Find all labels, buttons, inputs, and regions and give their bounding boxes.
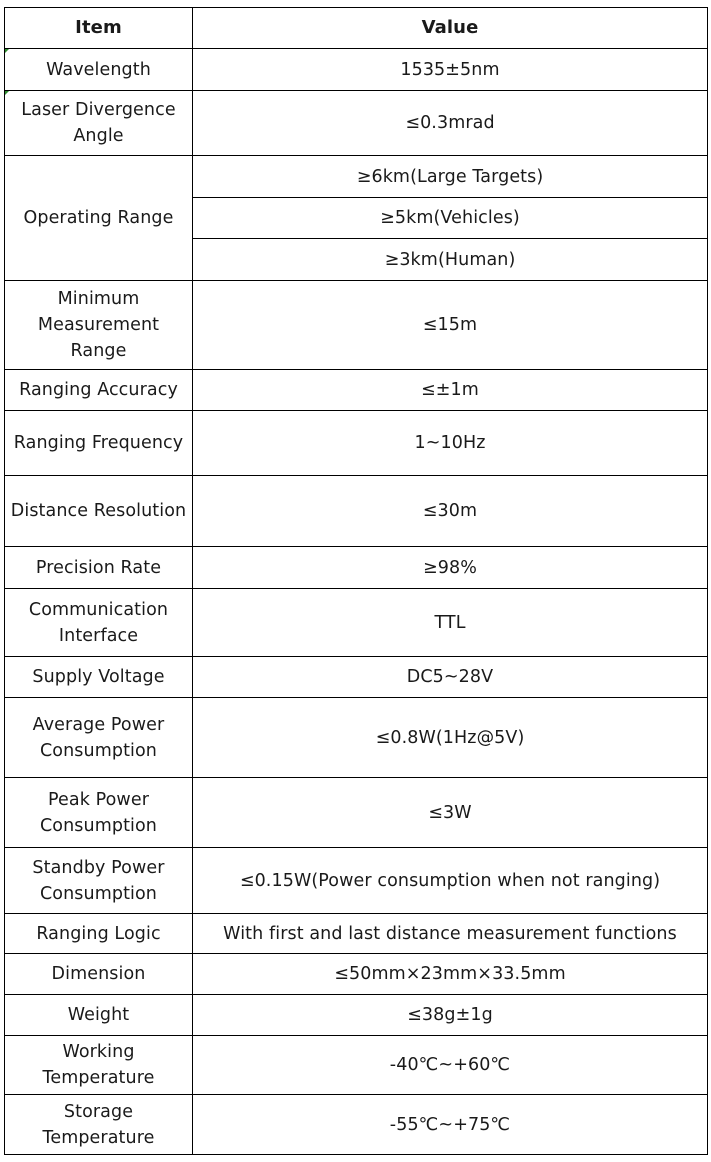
row-value: ≤50mm×23mm×33.5mm: [193, 954, 708, 995]
row-label: Weight: [5, 995, 193, 1036]
table-row: [5, 848, 708, 914]
header-item: Item: [5, 8, 193, 49]
row-label: Operating Range: [5, 156, 193, 281]
row-value: ≥5km(Vehicles): [193, 198, 708, 239]
row-value: -40℃~+60℃: [193, 1036, 708, 1095]
row-label: Precision Rate: [5, 547, 193, 589]
row-value: -55℃~+75℃: [193, 1095, 708, 1155]
row-value: 1535±5nm: [193, 49, 708, 91]
table-row: [5, 370, 708, 411]
table-row: [5, 657, 708, 698]
row-label: Minimum Measurement Range: [5, 281, 193, 370]
row-label: Laser Divergence Angle: [5, 91, 193, 156]
table-row: [5, 476, 708, 547]
row-label: Working Temperature: [5, 1036, 193, 1095]
row-label: Wavelength: [5, 49, 193, 91]
row-label: Supply Voltage: [5, 657, 193, 698]
row-label: Peak Power Consumption: [5, 778, 193, 848]
row-label: Ranging Frequency: [5, 411, 193, 476]
table-row: [5, 954, 708, 995]
row-value: ≥6km(Large Targets): [193, 156, 708, 198]
table-row: [5, 156, 708, 198]
row-value: ≤3W: [193, 778, 708, 848]
table-row: [5, 49, 708, 91]
table-row: [5, 995, 708, 1036]
table-row: [5, 411, 708, 476]
row-value: ≤38g±1g: [193, 995, 708, 1036]
row-label: Distance Resolution: [5, 476, 193, 547]
table-row: [5, 914, 708, 954]
row-label: Ranging Accuracy: [5, 370, 193, 411]
row-label: Average Power Consumption: [5, 698, 193, 778]
row-value: ≥3km(Human): [193, 239, 708, 281]
row-value: ≥98%: [193, 547, 708, 589]
table-row: [5, 589, 708, 657]
header-row: [5, 8, 708, 49]
row-value: ≤0.15W(Power consumption when not ranging): [193, 848, 708, 914]
table-row: [5, 698, 708, 778]
row-value: ≤0.3mrad: [193, 91, 708, 156]
row-value: 1~10Hz: [193, 411, 708, 476]
row-value: ≤0.8W(1Hz@5V): [193, 698, 708, 778]
table-row: [5, 778, 708, 848]
row-label: Communication Interface: [5, 589, 193, 657]
row-value: TTL: [193, 589, 708, 657]
row-value: ≤15m: [193, 281, 708, 370]
table-row: [5, 1095, 708, 1155]
spec-table: [4, 7, 708, 1155]
header-value: Value: [193, 8, 708, 49]
table-row: [5, 547, 708, 589]
table-row: [5, 281, 708, 370]
row-label: Dimension: [5, 954, 193, 995]
row-label: Storage Temperature: [5, 1095, 193, 1155]
row-value: ≤30m: [193, 476, 708, 547]
row-value: ≤±1m: [193, 370, 708, 411]
row-value: With first and last distance measurement functions: [193, 914, 708, 954]
table-row: [5, 91, 708, 156]
table-row: [5, 1036, 708, 1095]
row-value: DC5~28V: [193, 657, 708, 698]
row-label: Ranging Logic: [5, 914, 193, 954]
row-label: Standby Power Consumption: [5, 848, 193, 914]
